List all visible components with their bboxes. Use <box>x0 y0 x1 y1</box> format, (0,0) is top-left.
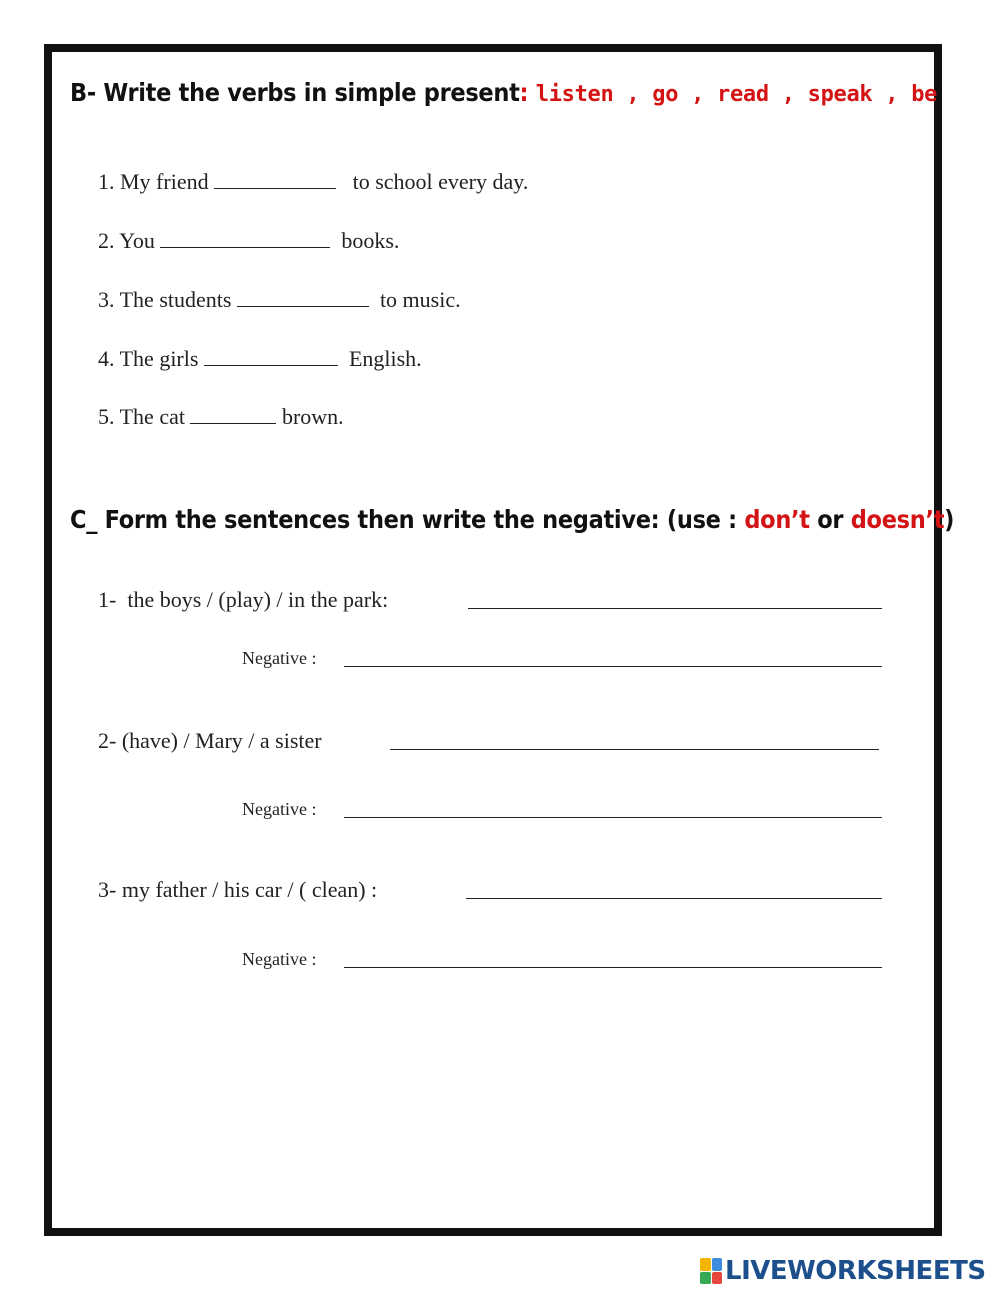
negative-label: Negative : <box>242 799 317 819</box>
list-item: 1- the boys / (play) / in the park: <box>98 587 389 612</box>
brand-name: LIVEWORKSHEETS <box>725 1256 986 1286</box>
badge-cell <box>700 1258 711 1271</box>
negative-label: Negative : <box>242 648 317 668</box>
list-item: 4. The girls English. <box>98 346 422 371</box>
answer-blank[interactable] <box>204 345 338 366</box>
negative-label: Negative : <box>242 949 317 969</box>
dont-keyword: don’t <box>744 505 810 534</box>
answer-blank[interactable] <box>190 403 276 424</box>
badge-cell <box>700 1272 711 1285</box>
badge-cell <box>712 1258 723 1271</box>
badge-cell <box>712 1272 723 1285</box>
liveworksheets-logo <box>700 1256 986 1286</box>
answer-blank[interactable] <box>237 286 369 307</box>
section-c-heading: C_ Form the sentences then write the negative: (use : don’t or doesn’t) <box>70 505 955 534</box>
negative-answer-line[interactable] <box>344 797 882 818</box>
negative-answer-line[interactable] <box>344 646 882 667</box>
list-item: 3- my father / his car / ( clean) : <box>98 877 378 902</box>
list-item: 2. You books. <box>98 228 400 253</box>
doesnt-keyword: doesn’t <box>850 505 945 534</box>
answer-blank[interactable] <box>160 227 330 248</box>
section-b-title: B- Write the verbs in simple present <box>70 78 520 107</box>
section-b-colon: : <box>519 78 529 107</box>
list-item: 5. The cat brown. <box>98 404 344 429</box>
section-b-heading <box>70 78 937 107</box>
list-item: 1. My friend to school every day. <box>98 169 529 194</box>
answer-line[interactable] <box>468 586 882 609</box>
negative-answer-line[interactable] <box>344 947 882 968</box>
answer-line[interactable] <box>390 727 879 750</box>
worksheet-border <box>44 44 945 1236</box>
logo-badge-icon <box>700 1258 722 1284</box>
answer-blank[interactable] <box>214 168 336 189</box>
verb-bank: listen , go , read , speak , be <box>535 82 938 107</box>
list-item: 2- (have) / Mary / a sister <box>98 728 322 753</box>
list-item: 3. The students to music. <box>98 287 461 312</box>
answer-line[interactable] <box>466 876 882 899</box>
